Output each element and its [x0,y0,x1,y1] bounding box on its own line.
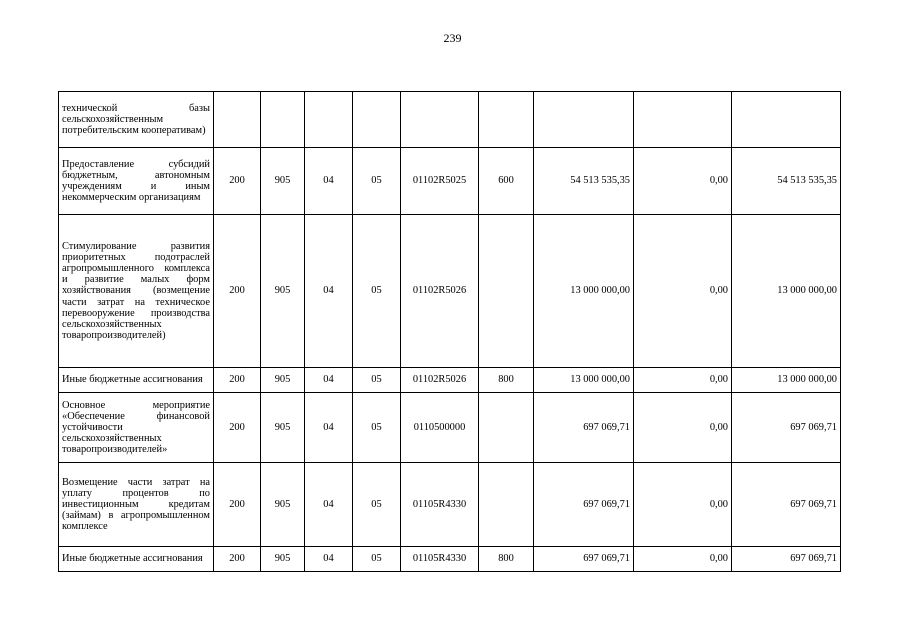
change-value: 0,00 [634,148,732,215]
total-value: 697 069,71 [732,463,841,547]
expense-type-code [479,463,534,547]
department-code: 905 [261,215,305,368]
target-article-code: 01105R4330 [401,463,479,547]
row-description: Иные бюджетные ассигнования [59,368,214,393]
total-value: 697 069,71 [732,547,841,572]
target-article-code: 0110500000 [401,393,479,463]
total-value: 697 069,71 [732,393,841,463]
total-value: 13 000 000,00 [732,368,841,393]
ministry-code: 200 [214,463,261,547]
expense-type-code: 800 [479,547,534,572]
ministry-code: 200 [214,148,261,215]
ministry-code [214,92,261,148]
row-description: Предоставление субсидий бюджетным, автономным учреждениям и иным некоммерческим организациям [59,148,214,215]
change-value: 0,00 [634,393,732,463]
subsection-code: 05 [353,368,401,393]
ministry-code: 200 [214,547,261,572]
table-row [59,547,841,572]
department-code: 905 [261,393,305,463]
subsection-code: 05 [353,547,401,572]
section-code: 04 [305,368,353,393]
department-code [261,92,305,148]
amount-value: 54 513 535,35 [534,148,634,215]
row-description: Иные бюджетные ассигнования [59,547,214,572]
section-code: 04 [305,547,353,572]
subsection-code: 05 [353,215,401,368]
target-article-code: 01105R4330 [401,547,479,572]
change-value: 0,00 [634,463,732,547]
section-code: 04 [305,393,353,463]
table-row [59,215,841,368]
ministry-code: 200 [214,368,261,393]
target-article-code: 01102R5026 [401,215,479,368]
change-value: 0,00 [634,215,732,368]
target-article-code: 01102R5025 [401,148,479,215]
expense-type-code [479,92,534,148]
subsection-code [353,92,401,148]
ministry-code: 200 [214,393,261,463]
table-row [59,148,841,215]
table-row [59,393,841,463]
amount-value: 697 069,71 [534,463,634,547]
ministry-code: 200 [214,215,261,368]
row-description: технической базы сельскохозяйственным потребительским кооперативам) [59,92,214,148]
target-article-code: 01102R5026 [401,368,479,393]
table-row [59,92,841,148]
total-value: 13 000 000,00 [732,215,841,368]
subsection-code: 05 [353,148,401,215]
expense-type-code [479,393,534,463]
target-article-code [401,92,479,148]
change-value [634,92,732,148]
department-code: 905 [261,463,305,547]
amount-value [534,92,634,148]
table-row [59,463,841,547]
expense-type-code: 600 [479,148,534,215]
subsection-code: 05 [353,463,401,547]
total-value: 54 513 535,35 [732,148,841,215]
subsection-code: 05 [353,393,401,463]
page-number: 239 [443,31,462,45]
department-code: 905 [261,547,305,572]
amount-value: 13 000 000,00 [534,215,634,368]
expense-type-code [479,215,534,368]
section-code: 04 [305,463,353,547]
amount-value: 697 069,71 [534,547,634,572]
change-value: 0,00 [634,547,732,572]
section-code: 04 [305,148,353,215]
table-row [59,368,841,393]
department-code: 905 [261,148,305,215]
budget-table [58,91,841,572]
total-value [732,92,841,148]
amount-value: 13 000 000,00 [534,368,634,393]
row-description: Возмещение части затрат на уплату процентов по инвестиционным кредитам (займам) в агропромышленном комплексе [59,463,214,547]
amount-value: 697 069,71 [534,393,634,463]
row-description: Основное мероприятие «Обеспечение финансовой устойчивости сельскохозяйственных товаропроизводителей» [59,393,214,463]
section-code [305,92,353,148]
expense-type-code: 800 [479,368,534,393]
change-value: 0,00 [634,368,732,393]
row-description: Стимулирование развития приоритетных подотраслей агропромышленного комплекса и развитие малых форм хозяйствования (возмещение части затрат на техническое перевооружение производства сельскохозяйственных товаропроизводителей) [59,215,214,368]
department-code: 905 [261,368,305,393]
section-code: 04 [305,215,353,368]
